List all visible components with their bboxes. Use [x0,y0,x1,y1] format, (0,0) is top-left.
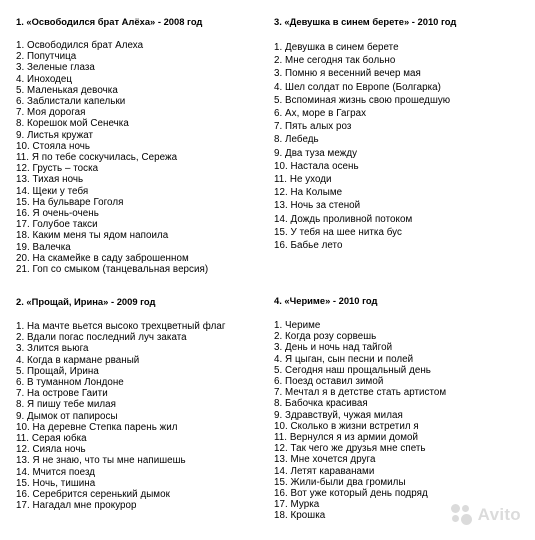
track-item: 3. Злится вьюга [16,343,89,355]
album-title: 1. «Освободился брат Алёха» - 2008 год [16,16,203,27]
track-item: 10. Сколько в жизни встретил я [274,420,419,432]
track-item: 19. Валечка [16,241,71,253]
track-item: 2. Вдали погас последний луч заката [16,332,187,344]
track-item: 14. Дождь проливной потоком [274,213,413,225]
avito-watermark [451,504,521,526]
album-title: 2. «Прощай, Ирина» - 2009 год [16,296,156,307]
track-item: 16. Серебрится серенький дымок [16,489,170,501]
track-item: 8. Лебедь [274,134,319,146]
track-item: 5. Сегодня наш прощальный день [274,364,431,376]
watermark-text: Avito [477,505,521,524]
track-item: 13. Я не знаю, что ты мне напишешь [16,455,186,467]
track-item: 13. Тихая ночь [16,174,84,186]
track-item: 2. Мне сегодня так больно [274,55,396,67]
track-item: 14. Щеки у тебя [16,185,89,197]
track-item: 11. Серая юбка [16,433,87,445]
track-item: 6. Поезд оставил зимой [274,376,384,388]
track-item: 3. Зеленые глаза [16,62,95,74]
track-item: 3. Помню я весенний вечер мая [274,68,421,80]
album-1 [16,16,208,275]
track-item: 16. Бабье лето [274,240,343,252]
track-item: 17. Нагадал мне прокурор [16,500,137,512]
track-item: 4. Шел солдат по Европе (Болгарка) [274,81,441,93]
track-item: 12. Сияла ночь [16,444,86,456]
track-item: 5. Вспоминая жизнь свою прошедшую [274,94,451,106]
track-item: 1. Освободился брат Алеха [16,40,144,51]
track-item: 21. Гоп со смыком (танцевальная версия) [16,264,209,276]
track-item: 18. Крошка [274,510,326,522]
track-item: 10. На деревне Степка парень жил [16,421,178,433]
track-item: 9. Дымок от папиросы [16,410,118,422]
album-3 [274,16,456,252]
track-item: 6. Заблистали капельки [16,96,126,108]
track-item: 1. Чериме [274,320,321,331]
track-item: 15. Жили-были два громилы [274,476,406,488]
track-item: 1. Девушка в синем берете [274,42,399,53]
track-item: 13. Мне хочется друга [274,454,376,466]
track-item: 10. Настала осень [274,160,359,172]
track-item: 20. На скамейке в саду заброшенном [16,252,189,264]
track-item: 15. Ночь, тишина [16,477,96,489]
track-item: 5. Маленькая девочка [16,84,118,96]
track-item: 5. Прощай, Ирина [16,365,99,377]
track-item: 6. В туманном Лондоне [16,377,124,389]
track-item: 16. Вот уже который день подряд [274,488,428,500]
track-item: 17. Голубое такси [16,219,98,231]
track-item: 14. Летят караванами [274,465,375,477]
track-item: 14. Мчится поезд [16,466,96,478]
track-item: 9. Листья кружат [16,129,94,141]
track-item: 17. Мурка [274,499,320,511]
track-list [274,320,446,522]
track-item: 15. У тебя на шее нитка бус [274,226,402,238]
track-item: 2. Когда розу сорвешь [274,331,377,343]
album-2 [16,296,225,511]
track-item: 6. Ах, море в Гаграх [274,108,367,120]
track-item: 2. Попутчица [16,51,77,63]
track-item: 11. Вернулся я из армии домой [274,432,419,444]
track-item: 12. На Колыме [274,187,343,199]
track-item: 15. На бульваре Гоголя [16,196,124,208]
track-item: 11. Не уходи [274,174,332,186]
track-item: 12. Так чего же друзья мне спеть [274,443,426,455]
track-item: 4. Иноходец [16,73,73,85]
track-item: 11. Я по тебе соскучилась, Сережа [16,152,178,164]
track-item: 12. Грусть – тоска [16,163,99,175]
track-list [16,40,208,275]
track-item: 9. Здравствуй, чужая милая [274,409,403,421]
track-list [16,321,225,511]
track-item: 7. На острове Гаити [16,388,108,400]
track-list [274,41,456,252]
album-4 [274,295,446,522]
track-item: 4. Я цыган, сын песни и полей [274,353,414,365]
track-item: 1. На мачте вьется высоко трехцветный флаг [16,321,226,332]
track-item: 18. Каким меня ты ядом напоила [16,230,169,242]
track-item: 8. Бабочка красивая [274,398,368,410]
track-item: 13. Ночь за стеной [274,200,361,212]
track-item: 7. Моя дорогая [16,107,86,119]
track-item: 7. Мечтал я в детстве стать артистом [274,387,447,399]
track-item: 9. Два туза между [274,147,358,159]
avito-dots-logo-icon [451,504,473,526]
track-item: 7. Пять алых роз [274,121,352,133]
album-title: 4. «Чериме» - 2010 год [274,295,378,306]
track-item: 8. Корешок мой Сенечка [16,118,129,130]
album-title: 3. «Девушка в синем берете» - 2010 год [274,16,457,27]
track-item: 4. Когда в кармане рваный [16,354,140,366]
track-item: 3. День и ночь над тайгой [274,342,393,354]
track-item: 10. Стояла ночь [16,140,91,152]
track-item: 16. Я очень-очень [16,208,99,220]
track-item: 8. Я пишу тебе милая [16,399,117,411]
